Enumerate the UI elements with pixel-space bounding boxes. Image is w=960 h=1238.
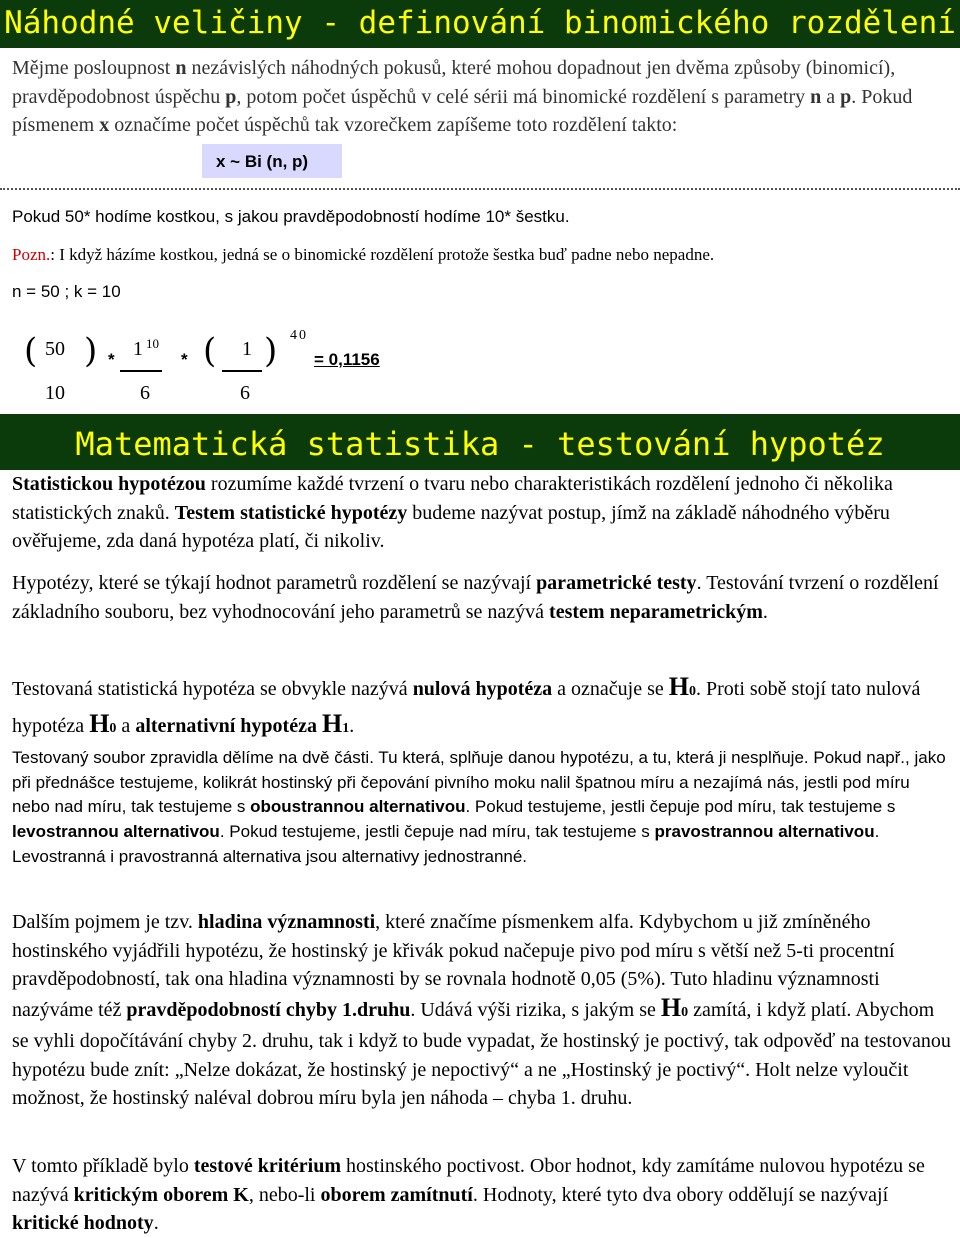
formula-result: = 0,1156 bbox=[314, 350, 380, 369]
multiply-1: * bbox=[108, 350, 115, 369]
fraction1-bar bbox=[120, 370, 162, 372]
fraction1-numerator: 1 bbox=[133, 338, 143, 360]
fraction1-exponent: 10 bbox=[146, 336, 159, 351]
paren-open-2: ( bbox=[203, 331, 217, 371]
fraction2-numerator: 1 bbox=[242, 338, 252, 360]
paren-close-1: ) bbox=[84, 331, 98, 371]
intro-paragraph: Mějme posloupnost n nezávislých náhodných pokusů, které mohou dopadnout jen dvěma způsoby (binomicí), pravděpodobnost úspěchu p, potom počet úspěchů v celé sérii má binomické rozdělení s parametry n a p. Pokud písmenem x označíme počet úspěchů tak vzorečkem zapíšeme toto rozdělení takto: bbox=[12, 57, 913, 136]
paren-open-1: ( bbox=[24, 331, 38, 371]
note-line: Pozn.: I když házíme kostkou, jedná se o binomické rozdělení protože šestka buď padne nebo nepadne. bbox=[12, 245, 715, 264]
fraction1-denominator: 6 bbox=[140, 382, 150, 404]
example-line: Pokud 50* hodíme kostkou, s jakou pravděpodobností hodíme 10* šestku. bbox=[12, 207, 570, 226]
section-title-binomial: Náhodné veličiny - definování binomického rozdělení bbox=[0, 0, 960, 48]
fraction2-denominator: 6 bbox=[240, 382, 250, 404]
params-line: n = 50 ; k = 10 bbox=[12, 282, 121, 301]
paragraph-alternatives: Testovaný soubor zpravidla dělíme na dvě části. Tu která, splňuje danou hypotézu, a tu, která ji nesplňuje. Pokud např., jako při přednášce testujeme, kolikrát hostinský při čepování pivního moku nalil špatnou míru a nezajímá nás, jestli pod míru nebo nad míru, tak testujeme s oboustrannou alternativou. Pokud testujeme, jestli čepuje pod míru, tak testujeme s levostrannou alternativou. Pokud testujeme, jestli čepuje nad míru, tak testujeme s pravostrannou alternativou. Levostranná i pravostranná alternativa jsou alternativy jednostranné. bbox=[12, 748, 946, 866]
paragraph-significance-level: Dalším pojmem je tzv. hladina významnosti, které značíme písmenkem alfa. Kdybychom u již zmíněného hostinského vyjádřili hypotézu, že hostinský je křivák pokud načepuje pivo pod míru s větší než 5-ti procentní pravděpodobností, tak ona hladina významnosti by se rovnala hodnotě 0,05 (5%). Tuto hladinu významnosti nazýváme též pravděpodobností chyby 1.druhu. Udává výši rizika, s jakým se H0 zamítá, i když platí. Abychom se vyhli dopočítávání chyby 2. druhu, tak i když to bude vypadat, že hostinský je poctivý, tak odpověď na testovanou hypotézu bude znít: „Nelze dokázat, že hostinský je nepoctivý“ a ne „Hostinský je poctivý“. Holt nelze vyloučit možnost, že hostinský naléval dobrou míru byla jen náhoda – chyba 1. druhu. bbox=[12, 911, 951, 1109]
exponent-40: 40 bbox=[290, 328, 308, 343]
paren-close-2: ) bbox=[264, 331, 278, 371]
binomial-top: 50 bbox=[45, 338, 65, 360]
section-title-hypothesis: Matematická statistika - testování hypotéz bbox=[0, 414, 960, 470]
paragraph-hypothesis-definition: Statistickou hypotézou rozumíme každé tvrzení o tvaru nebo charakteristikách rozdělení jednoho či několika statistických znaků. Testem statistické hypotézy budeme nazývat postup, jímž na základě náhodného výběru ověřujeme, zda daná hypotéza platí, či nikoliv. bbox=[12, 473, 893, 552]
multiply-2: * bbox=[181, 350, 188, 369]
binomial-bottom: 10 bbox=[45, 382, 65, 404]
binomial-notation-box: x ~ Bi (n, p) bbox=[202, 144, 342, 178]
paragraph-critical-region: V tomto příkladě bylo testové kritérium hostinského poctivost. Obor hodnot, kdy zamítáme nulovou hypotézu se nazývá kritickým oborem K, nebo-li oborem zamítnutí. Hodnoty, které tyto dva obory oddělují se nazývají kritické hodnoty. bbox=[12, 1155, 925, 1234]
paragraph-parametric-tests: Hypotézy, které se týkají hodnot parametrů rozdělení se nazývají parametrické testy. Testování tvrzení o rozdělení základního souboru, bez vyhodnocování jeho parametrů se nazývá testem neparametrickým. bbox=[12, 572, 939, 623]
fraction2-bar bbox=[222, 370, 262, 372]
dotted-divider bbox=[0, 188, 960, 190]
paragraph-null-hypothesis: Testovaná statistická hypotéza se obvykle nazývá nulová hypotéza a označuje se H0. Proti sobě stojí tato nulová hypotéza H0 a alternativní hypotéza H1. bbox=[12, 672, 921, 738]
